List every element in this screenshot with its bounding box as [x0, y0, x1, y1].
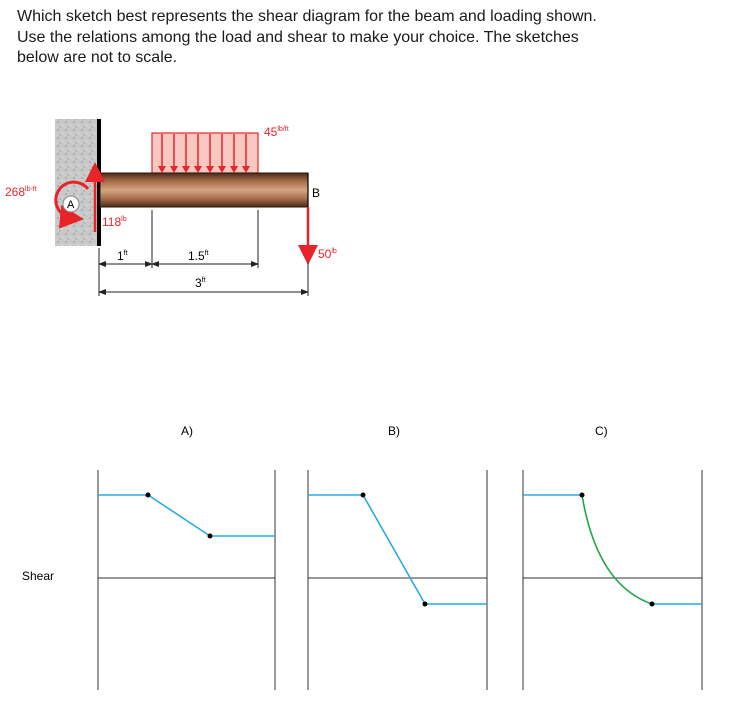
- sketch-a-point: [208, 534, 213, 539]
- dim-1p5ft-label: $1.5^{ft}$: [188, 249, 209, 263]
- sketch-c-shear-curve: [582, 495, 652, 604]
- moment-label: $268^{lb-ft}$: [5, 185, 37, 199]
- option-b-label: B): [388, 424, 400, 438]
- sketch-c-point: [650, 602, 655, 607]
- question-line-3: below are not to scale.: [17, 49, 178, 66]
- question-line-1: Which sketch best represents the shear diagram for the beam and loading shown.: [17, 8, 597, 25]
- point-b-label: B: [312, 186, 321, 200]
- distributed-load: [152, 133, 258, 173]
- point-load-label: $50^{lb}$: [318, 247, 337, 261]
- sketch-b-point: [361, 493, 366, 498]
- reaction-label: $118^{lb}$: [102, 215, 127, 229]
- sketch-b: [308, 470, 487, 690]
- sketch-a-shear-line: [98, 495, 275, 536]
- dim-1ft-label: $1^{ft}$: [117, 249, 128, 263]
- sketch-b-point: [423, 602, 428, 607]
- sketch-a-point: [146, 493, 151, 498]
- sketch-a: [98, 470, 275, 690]
- option-a-label: A): [181, 424, 193, 438]
- sketch-c: [523, 470, 702, 690]
- sketch-b-shear-line: [308, 495, 487, 604]
- sketch-c-point: [580, 493, 585, 498]
- option-c-label: C): [595, 424, 608, 438]
- dim-3ft-label: $3^{ft}$: [195, 276, 206, 290]
- question-line-2: Use the relations among the load and shear to make your choice. The sketches: [17, 28, 579, 46]
- shear-axis-label: Shear: [22, 569, 55, 583]
- beam: [100, 173, 308, 207]
- point-a-label: A: [67, 199, 75, 211]
- distributed-load-label: $45^{lb/ft}$: [264, 125, 289, 139]
